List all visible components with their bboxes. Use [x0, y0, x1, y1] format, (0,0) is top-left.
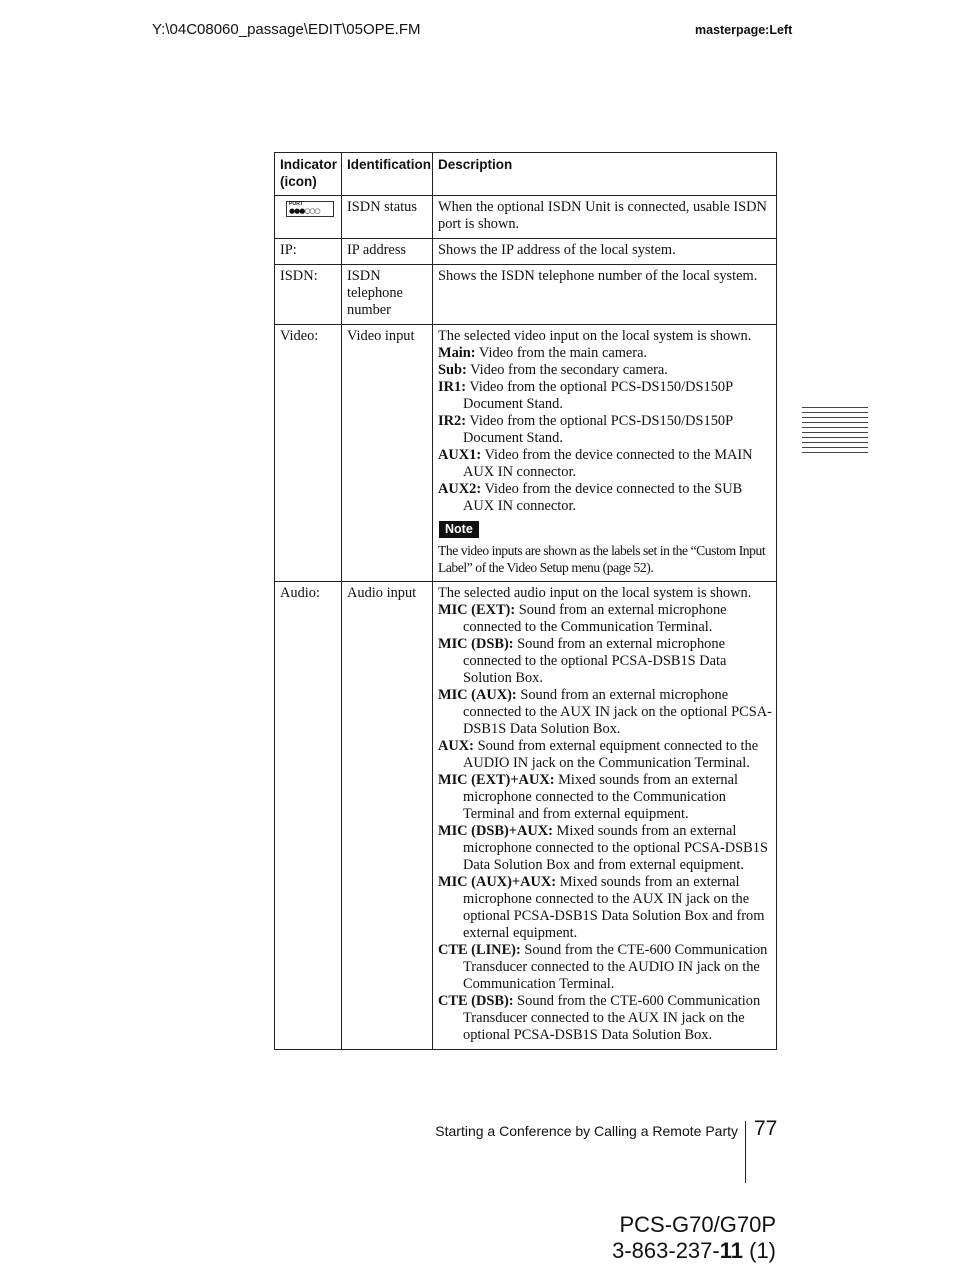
identification-cell: Audio input	[342, 582, 433, 1050]
item-term: MIC (AUX)+AUX:	[438, 874, 557, 890]
list-item	[438, 602, 772, 636]
model-info	[612, 1212, 776, 1264]
header-indicator: Indicator (icon)	[275, 153, 342, 196]
item-term: IR1:	[438, 379, 466, 395]
indicator-cell: ISDN:	[275, 265, 342, 325]
list-item	[438, 993, 772, 1044]
item-term: Sub:	[438, 362, 467, 378]
item-text: Mixed sounds from an external microphone connected to the optional PCSA-DSB1S Data Solution Box and from external equipment.	[463, 823, 768, 873]
item-text: Video from the optional PCS-DS150/DS150P Document Stand.	[463, 413, 733, 446]
indicator-table	[274, 152, 777, 1050]
table-row	[275, 239, 777, 265]
list-item	[438, 345, 772, 362]
list-item	[438, 379, 772, 413]
identification-cell: IP address	[342, 239, 433, 265]
port-icon-dots: ●●●○○○	[289, 207, 320, 215]
item-text: Video from the device connected to the MAIN AUX IN connector.	[463, 447, 753, 480]
item-term: Main:	[438, 345, 476, 361]
section-tab-marker	[802, 407, 868, 457]
header-description: Description	[433, 153, 777, 196]
identification-cell: Video input	[342, 325, 433, 582]
item-text: Sound from the CTE-600 Communication Transducer connected to the AUX IN jack on the optional PCSA-DSB1S Data Solution Box.	[463, 993, 761, 1043]
item-term: MIC (AUX):	[438, 687, 517, 703]
item-text: Sound from external equipment connected to the AUDIO IN jack on the Communication Terminal.	[463, 738, 759, 771]
list-item	[438, 823, 772, 874]
table-row	[275, 265, 777, 325]
indicator-cell: Audio:	[275, 582, 342, 1050]
item-text: Video from the device connected to the SUB AUX IN connector.	[463, 481, 743, 514]
item-text: Sound from the CTE-600 Communication Transducer connected to the AUDIO IN jack on the Communication Terminal.	[463, 942, 768, 992]
item-term: AUX2:	[438, 481, 482, 497]
footer-section-title: Starting a Conference by Calling a Remote Party	[435, 1123, 738, 1139]
item-term: MIC (EXT):	[438, 602, 516, 618]
description-cell: Shows the IP address of the local system.	[433, 239, 777, 265]
video-input-list	[438, 345, 772, 515]
item-term: MIC (DSB):	[438, 636, 514, 652]
item-term: IR2:	[438, 413, 466, 429]
list-item	[438, 687, 772, 738]
port-icon-label: PORT	[289, 201, 303, 207]
item-text: Mixed sounds from an external microphone connected to the Communication Terminal and from external equipment.	[463, 772, 738, 822]
indicator-cell: IP:	[275, 239, 342, 265]
page-number: 77	[754, 1117, 778, 1140]
table-row	[275, 325, 777, 582]
code-suffix: (1)	[743, 1238, 776, 1263]
video-intro: The selected video input on the local system is shown.	[438, 328, 752, 344]
note-label: Note	[439, 521, 479, 538]
table-row	[275, 582, 777, 1050]
indicator-cell	[275, 196, 342, 239]
list-item	[438, 942, 772, 993]
list-item	[438, 362, 772, 379]
description-cell	[433, 325, 777, 582]
header-file-path: Y:\04C08060_passage\EDIT\05OPE.FM	[152, 21, 421, 38]
identification-cell: ISDN status	[342, 196, 433, 239]
list-item	[438, 447, 772, 481]
code-bold: 11	[719, 1238, 743, 1263]
code-prefix: 3-863-237-	[612, 1238, 720, 1263]
item-text: Sound from an external microphone connected to the Communication Terminal.	[463, 602, 727, 635]
item-text: Video from the optional PCS-DS150/DS150P Document Stand.	[463, 379, 733, 412]
list-item	[438, 481, 772, 515]
model-name: PCS-G70/G70P	[619, 1212, 776, 1237]
list-item	[438, 413, 772, 447]
item-term: AUX1:	[438, 447, 482, 463]
footer-divider	[745, 1121, 746, 1183]
item-term: MIC (EXT)+AUX:	[438, 772, 555, 788]
description-cell: When the optional ISDN Unit is connected, usable ISDN port is shown.	[433, 196, 777, 239]
item-term: CTE (DSB):	[438, 993, 514, 1009]
item-term: CTE (LINE):	[438, 942, 521, 958]
identification-cell: ISDN telephone number	[342, 265, 433, 325]
table-header-row	[275, 153, 777, 196]
header-identification: Identification	[342, 153, 433, 196]
document-code	[612, 1238, 776, 1264]
item-term: MIC (DSB)+AUX:	[438, 823, 553, 839]
item-text: Video from the secondary camera.	[466, 362, 668, 378]
list-item	[438, 636, 772, 687]
isdn-port-icon	[286, 201, 334, 217]
description-cell: Shows the ISDN telephone number of the local system.	[433, 265, 777, 325]
item-term: AUX:	[438, 738, 474, 754]
audio-intro: The selected audio input on the local system is shown.	[438, 585, 752, 601]
description-cell	[433, 582, 777, 1050]
item-text: Sound from an external microphone connected to the optional PCSA-DSB1S Data Solution Box.	[463, 636, 727, 686]
indicator-cell: Video:	[275, 325, 342, 582]
table-row	[275, 196, 777, 239]
item-text: Video from the main camera.	[475, 345, 648, 361]
list-item	[438, 874, 772, 942]
item-text: Sound from an external microphone connected to the AUX IN jack on the optional PCSA-DSB1S Data Solution Box.	[463, 687, 772, 737]
list-item	[438, 772, 772, 823]
item-text: Mixed sounds from an external microphone connected to the AUX IN jack on the optional PCSA-DSB1S Data Solution Box and from external equipment.	[463, 874, 765, 941]
header-masterpage: masterpage:Left	[695, 23, 793, 37]
list-item	[438, 738, 772, 772]
note-text: The video inputs are shown as the labels set in the “Custom Input Label” of the Video Setup menu (page 52).	[438, 543, 766, 575]
audio-input-list	[438, 602, 772, 1044]
